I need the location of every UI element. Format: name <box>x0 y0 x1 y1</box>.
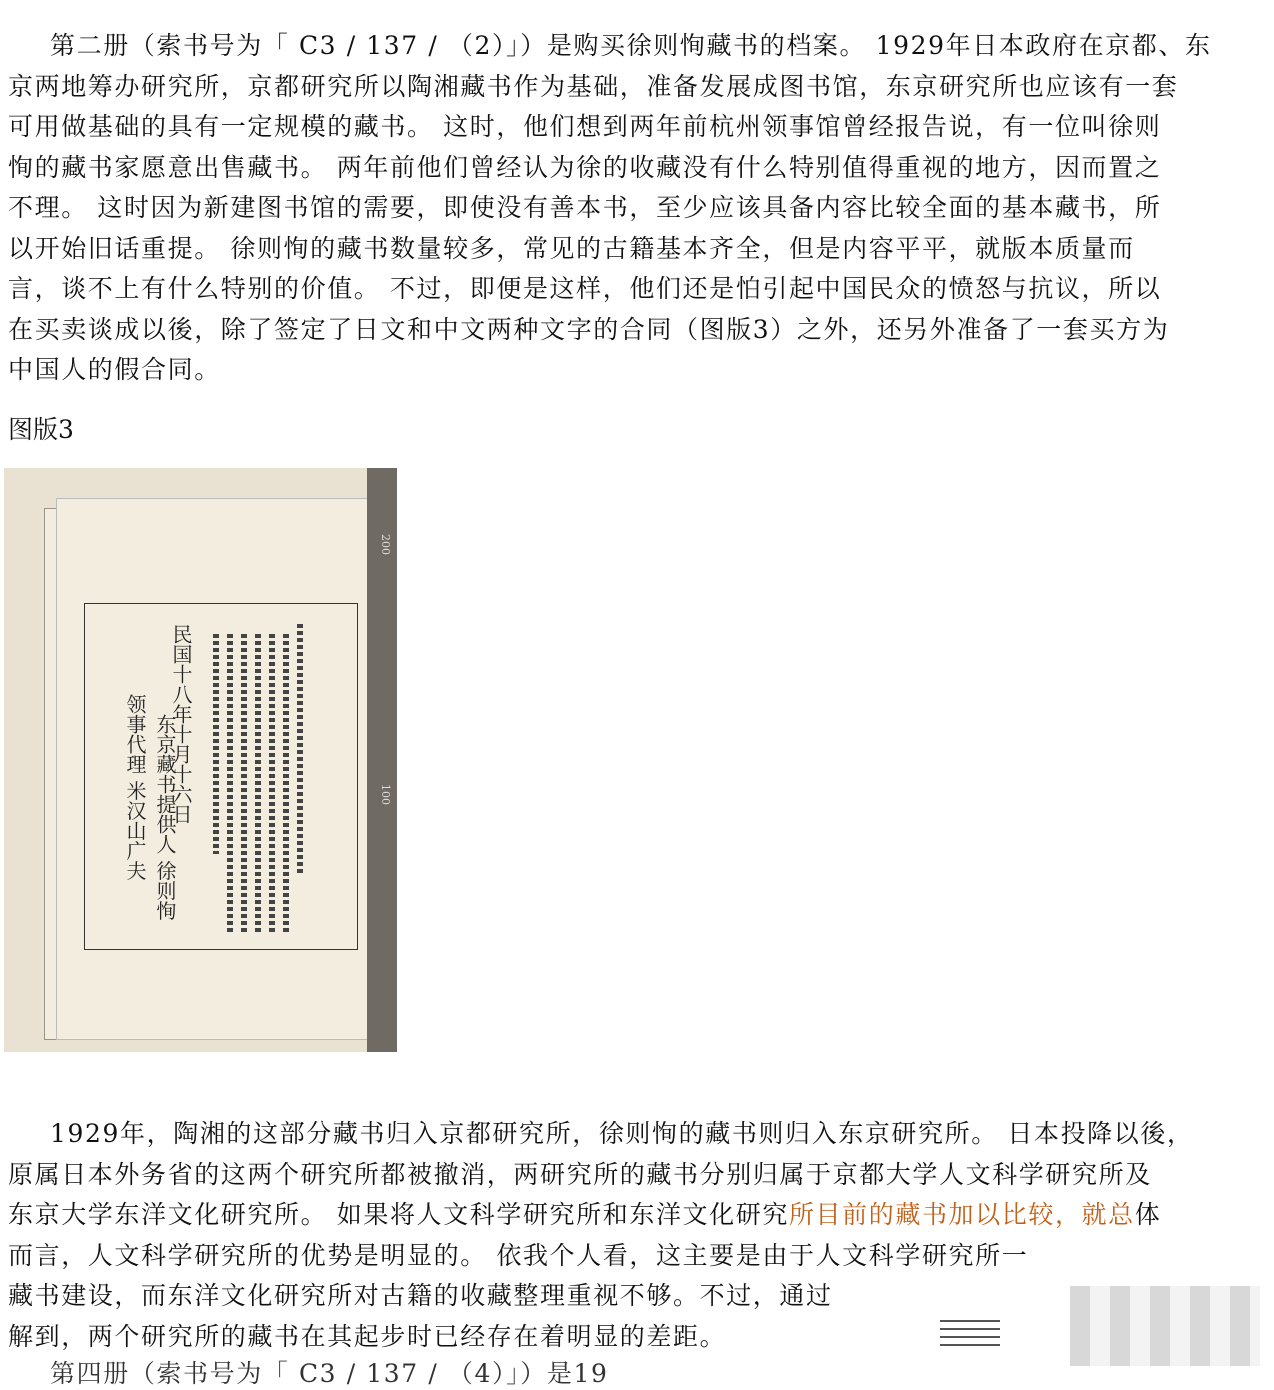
text-column <box>255 634 261 934</box>
watermark-overlay <box>920 1280 1274 1372</box>
text-line: 不理。 这时因为新建图书馆的需要，即使没有善本书，至少应该具备内容比较全面的基本藏书，所 <box>8 193 1162 222</box>
ruler <box>367 468 397 1052</box>
text-column <box>269 634 275 934</box>
ruler-mark: 200 <box>379 534 392 555</box>
text-span: 体 <box>1134 1200 1162 1229</box>
paragraph-3-partial: 第四册（索书号为「 C3 / 137 / （4）」）是19 <box>50 1359 609 1388</box>
text-line: 中国人的假合同。 <box>8 355 221 384</box>
document-frame <box>84 603 358 950</box>
signature-seller: 东京藏书提供人 徐则恂 <box>153 714 177 921</box>
signature-date: 民国十八年十月十六日 <box>169 624 193 824</box>
watermark-bars <box>1070 1286 1260 1366</box>
paragraph-1 <box>8 26 1258 391</box>
watermark-lines <box>940 1320 1000 1350</box>
text-line: 可用做基础的具有一定规模的藏书。 这时，他们想到两年前杭州领事馆曾经报告说，有一位叫徐则 <box>8 112 1162 141</box>
text-column <box>213 634 219 854</box>
text-column <box>297 624 303 874</box>
text-column <box>283 634 289 934</box>
text-line: 第二册（索书号为「 C3 / 137 / （2）」）是购买徐则恂藏书的档案。 1929年日本政府在京都、东 <box>50 31 1212 60</box>
text-column <box>241 634 247 934</box>
text-line: 而言，人文科学研究所的优势是明显的。 依我个人看，这主要是由于人文科学研究所一 <box>8 1240 1029 1270</box>
ruler-mark: 100 <box>379 784 392 805</box>
figure-caption: 图版3 <box>8 415 74 444</box>
text-line: 在买卖谈成以後，除了签定了日文和中文两种文字的合同（图版3）之外，还另外准备了一套买方为 <box>8 314 1170 344</box>
text-line: 以开始旧话重提。 徐则恂的藏书数量较多，常见的古籍基本齐全，但是内容平平，就版本质量而 <box>8 233 1135 263</box>
text-line: 1929年，陶湘的这部分藏书归入京都研究所，徐则恂的藏书则归入东京研究所。 日本投降以後， <box>50 1119 1194 1148</box>
figure-image-contract <box>4 468 397 1052</box>
text-span: 东京大学东洋文化研究所。 如果将人文科学研究所和东洋文化研究 <box>8 1200 789 1229</box>
text-line: 原属日本外务省的这两个研究所都被撤消，两研究所的藏书分别归属于京都大学人文科学研究所及 <box>8 1159 1152 1189</box>
text-line: 藏书建设，而东洋文化研究所对古籍的收藏整理重视不够。不过，通过 <box>8 1281 833 1310</box>
signature-consul: 领事代理 米汉山广夫 <box>123 694 147 881</box>
text-line: 言，谈不上有什么特别的价值。 不过，即便是这样，他们还是怕引起中国民众的愤怒与抗议，所以 <box>8 274 1162 303</box>
highlighted-text: 所目前的藏书加以比较，就总 <box>788 1200 1135 1229</box>
text-line: 解到，两个研究所的藏书在其起步时已经存在着明显的差距。 <box>8 1321 727 1351</box>
text-column <box>227 634 233 934</box>
text-line <box>8 1195 1258 1236</box>
text-line: 京两地筹办研究所，京都研究所以陶湘藏书作为基础，准备发展成图书馆，东京研究所也应该有一套 <box>8 71 1179 101</box>
text-line: 恂的藏书家愿意出售藏书。 两年前他们曾经认为徐的收藏没有什么特别值得重视的地方，因而置之 <box>8 152 1162 182</box>
